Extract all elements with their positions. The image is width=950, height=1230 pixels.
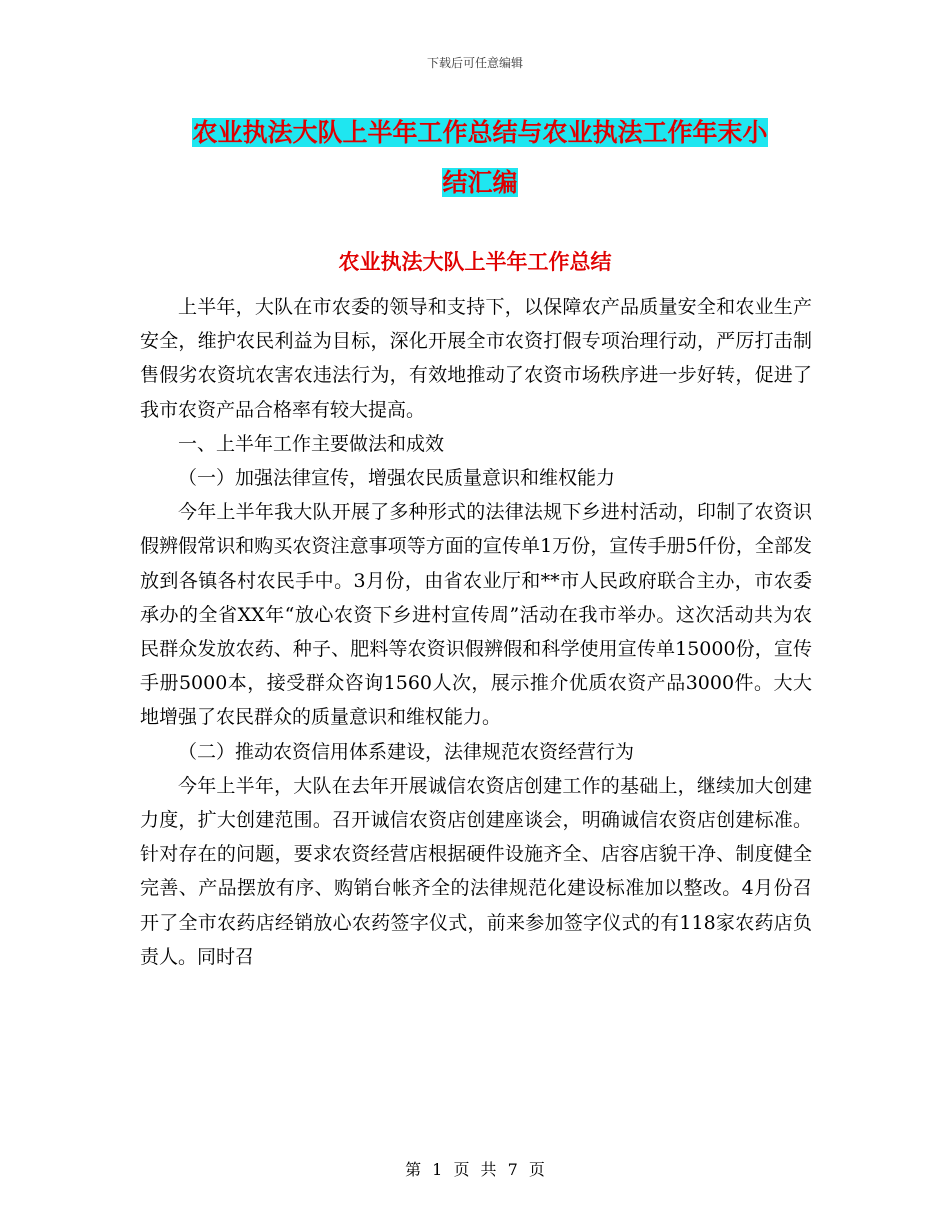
paragraph-credit-system: 今年上半年，大队在去年开展诚信农资店创建工作的基础上，继续加大创建力度，扩大创建范围。召开诚信农资店创建座谈会，明确诚信农资店创建标准。针对存在的问题，要求农资经营店根据硬件设施齐全、店容店貌干净、制度健全完善、产品摆放有序、购销台帐齐全的法律规范化建设标准加以整改。4月份召开了全市农药店经销放心农药签字仪式，前来参加签字仪式的有118家农药店负责人。同时召 xyxy=(140,774,812,968)
heading-level2-law-promotion: （一）加强法律宣传，增强农民质量意识和维权能力 xyxy=(178,467,616,490)
document-main-title xyxy=(140,108,820,208)
header-note: 下载后可任意编辑 xyxy=(426,56,523,70)
paragraph-intro: 上半年，大队在市农委的领导和支持下，以保障农产品质量安全和农业生产安全，维护农民利益为目标，深化开展全市农资打假专项治理行动，严厉打击制售假劣农资坑农害农违法行为，有效地推动了农资市场秩序进一步好转，促进了我市农资产品合格率有较大提高。 xyxy=(140,296,812,421)
heading-level2-credit-system: （二）推动农资信用体系建设，法律规范农资经营行为 xyxy=(178,740,635,763)
main-title-line2: 结汇编 xyxy=(442,168,518,197)
document-body xyxy=(140,290,812,974)
main-title-line1: 农业执法大队上半年工作总结与农业执法工作年末小 xyxy=(192,118,768,147)
heading-level1: 一、上半年工作主要做法和成效 xyxy=(178,432,445,455)
page-footer: 第 1 页 共 7 页 xyxy=(405,1160,545,1179)
section-title: 农业执法大队上半年工作总结 xyxy=(338,249,612,274)
paragraph-law-promotion: 今年上半年我大队开展了多种形式的法律法规下乡进村活动，印制了农资识假辨假常识和购买农资注意事项等方面的宣传单1万份，宣传手册5仟份，全部发放到各镇各村农民手中。3月份，由省农业厅和**市人民政府联合主办，市农委承办的全省XX年“放心农资下乡进村宣传周”活动在我市举办。这次活动共为农民群众发放农药、种子、肥料等农资识假辨假和科学使用宣传单15000份，宣传手册5000本，接受群众咨询1560人次，展示推介优质农资产品3000件。大大地增强了农民群众的质量意识和维权能力。 xyxy=(140,501,812,729)
